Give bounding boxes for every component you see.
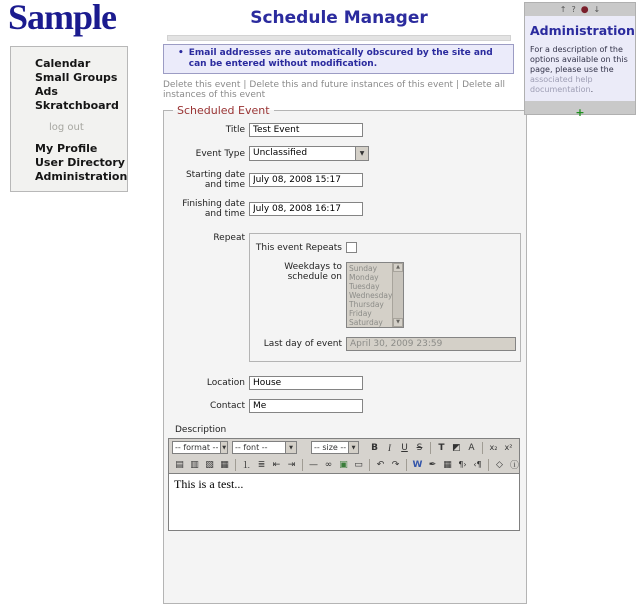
finish-row	[167, 199, 523, 219]
highlight-color-button[interactable]: ◩	[452, 442, 461, 453]
format-select-value: -- format --	[175, 443, 219, 452]
module-description-period: .	[590, 85, 594, 94]
notice-box	[163, 44, 514, 74]
close-icon[interactable]: ●	[580, 4, 589, 15]
indent-button[interactable]: ⇥	[287, 459, 296, 470]
delete-all-instances-link[interactable]: Delete all instances of this event	[163, 80, 506, 100]
toolbar-separator	[488, 459, 489, 471]
weekday-option[interactable]: Tuesday	[349, 282, 380, 291]
description-label: Description	[175, 425, 227, 435]
module-footer-bar	[525, 101, 635, 119]
weekday-option[interactable]: Sunday	[349, 264, 378, 273]
delete-event-link[interactable]: Delete this event	[163, 80, 241, 90]
title-row	[167, 123, 523, 137]
weekdays-label: Weekdays to schedule on	[284, 262, 342, 282]
size-select-value: -- size --	[314, 443, 347, 452]
strikethrough-button[interactable]: S	[416, 442, 423, 453]
last-day-input	[346, 337, 516, 351]
text-direction-ltr-button[interactable]: ¶›	[458, 460, 467, 469]
main-content	[160, 0, 518, 604]
sidebar-item-user-directory[interactable]: User Directory	[35, 156, 125, 169]
weekday-option[interactable]: Thursday	[349, 300, 384, 309]
repeat-row	[167, 233, 523, 362]
scheduled-event-fieldset	[163, 104, 527, 604]
sidebar-nav	[10, 46, 128, 192]
ordered-list-button[interactable]: ⒈	[241, 461, 251, 471]
insert-form-field-button[interactable]: ▭	[354, 459, 363, 470]
title-label: Title	[225, 125, 245, 135]
weekday-option[interactable]: Wednesday	[349, 291, 393, 300]
sidebar-item-skratchboard[interactable]: Skratchboard	[35, 99, 119, 112]
repeats-checkbox-row	[250, 242, 516, 253]
repeats-label: This event Repeats	[255, 242, 342, 253]
link-separator: |	[243, 80, 247, 90]
add-icon[interactable]: +	[575, 106, 585, 119]
logout-link[interactable]: log out	[49, 122, 84, 133]
toolbar-buttons-row1	[367, 441, 516, 455]
align-right-button[interactable]: ▧	[205, 459, 214, 470]
start-label: Starting date and time	[185, 170, 245, 190]
view-source-button[interactable]: ◇	[496, 459, 503, 470]
insert-table-button[interactable]: ▦	[443, 459, 452, 470]
last-day-label: Last day of event	[263, 339, 342, 349]
site-logo: Sample	[8, 0, 117, 37]
unordered-list-button[interactable]: ≣	[257, 459, 266, 470]
last-day-row	[250, 337, 516, 351]
toolbar-separator	[235, 459, 236, 471]
weekday-option[interactable]: Saturday	[349, 318, 383, 327]
sidebar-item-calendar[interactable]: Calendar	[35, 57, 91, 70]
weekdays-options	[347, 263, 391, 327]
horizontal-rule-button[interactable]: —	[309, 459, 318, 470]
location-input[interactable]	[249, 376, 363, 390]
outdent-button[interactable]: ⇤	[272, 459, 281, 470]
chevron-down-icon[interactable]: ▼	[355, 147, 368, 160]
subscript-button[interactable]: x₂	[489, 443, 498, 452]
module-body	[525, 16, 635, 101]
repeats-checkbox[interactable]	[346, 242, 357, 253]
paste-from-word-button[interactable]: W	[412, 459, 423, 470]
remove-format-button[interactable]: ✒	[428, 459, 437, 470]
undo-button[interactable]: ↶	[376, 459, 385, 470]
redo-button[interactable]: ↷	[391, 459, 400, 470]
start-datetime-input[interactable]	[249, 173, 363, 187]
toolbar-buttons-row2	[172, 458, 522, 472]
bullet-icon: •	[178, 48, 184, 58]
chevron-down-icon[interactable]: ▼	[348, 442, 358, 453]
contact-label: Contact	[209, 401, 245, 411]
location-label: Location	[206, 378, 245, 388]
listbox-scrollbar[interactable]	[392, 263, 403, 327]
chevron-down-icon[interactable]: ▼	[285, 442, 296, 453]
module-header-bar	[525, 3, 635, 16]
title-input[interactable]	[249, 123, 363, 137]
toolbar-separator	[302, 459, 303, 471]
align-center-button[interactable]: ▥	[190, 459, 199, 470]
font-select-value: -- font --	[235, 443, 268, 452]
weekdays-row	[250, 262, 516, 328]
toolbar-separator	[406, 459, 407, 471]
delete-future-instances-link[interactable]: Delete this and future instances of this event	[249, 80, 454, 90]
toolbar-separator	[369, 459, 370, 471]
editor-toolbar-row-1	[169, 439, 519, 456]
font-color-button[interactable]: A	[468, 442, 475, 453]
sidebar-item-ads[interactable]: Ads	[35, 85, 58, 98]
finish-label: Finishing date and time	[182, 199, 245, 219]
module-description-text: For a description of the options available on this page, please use the	[530, 45, 628, 74]
sidebar-item-my-profile[interactable]: My Profile	[35, 142, 98, 155]
event-type-label: Event Type	[195, 148, 245, 159]
header-divider-bar	[167, 35, 511, 41]
text-direction-rtl-button[interactable]: ‹¶	[473, 460, 482, 469]
event-action-links	[163, 80, 518, 100]
text-color-button[interactable]: T	[438, 442, 445, 453]
finish-datetime-input[interactable]	[249, 202, 363, 216]
chevron-down-icon[interactable]: ▼	[220, 442, 227, 453]
size-select[interactable]	[311, 441, 359, 454]
repeat-fieldset	[249, 233, 521, 362]
sidebar-item-administration[interactable]: Administration	[35, 170, 128, 183]
description-editor-content[interactable]: This is a test...	[169, 473, 519, 530]
editor-toolbar-row-2	[169, 456, 519, 473]
module-title: Administration	[530, 23, 635, 38]
page-title: Schedule Manager	[250, 8, 428, 28]
help-icon[interactable]: ?	[571, 4, 576, 14]
weekday-option[interactable]: Friday	[349, 309, 372, 318]
format-select[interactable]	[172, 441, 228, 454]
move-up-icon[interactable]: ↑	[559, 4, 567, 14]
module-description	[530, 45, 630, 95]
insert-link-button[interactable]: ∞	[324, 459, 333, 470]
underline-button[interactable]: U	[401, 442, 408, 453]
start-row	[167, 170, 523, 190]
administration-module	[524, 2, 636, 119]
toolbar-separator	[482, 442, 483, 454]
contact-row	[167, 399, 523, 413]
contact-input[interactable]	[249, 399, 363, 413]
align-left-button[interactable]: ▤	[175, 459, 184, 470]
toolbar-separator	[430, 442, 431, 454]
notice-text: Email addresses are automatically obscured by the site and can be entered without modification.	[188, 48, 493, 69]
weekdays-listbox[interactable]	[346, 262, 404, 328]
event-type-select[interactable]	[249, 146, 369, 161]
sidebar-item-small-groups[interactable]: Small Groups	[35, 71, 118, 84]
bold-button[interactable]: B	[371, 442, 378, 453]
fieldset-legend: Scheduled Event	[177, 104, 270, 117]
insert-image-button[interactable]: ▣	[339, 459, 348, 470]
event-type-row	[167, 146, 523, 161]
location-row	[167, 376, 523, 390]
italic-button[interactable]: I	[388, 442, 391, 453]
help-documentation-link[interactable]: associated help documentation	[530, 75, 593, 94]
about-button[interactable]: ⓘ	[509, 461, 519, 471]
superscript-button[interactable]: x²	[504, 443, 513, 452]
event-type-value: Unclassified	[253, 148, 308, 158]
weekday-option[interactable]: Monday	[349, 273, 379, 282]
rich-text-editor	[168, 438, 520, 531]
font-select[interactable]	[232, 441, 297, 454]
scroll-down-icon[interactable]: ▼	[393, 318, 403, 327]
justify-button[interactable]: ▦	[220, 459, 229, 470]
repeat-label: Repeat	[213, 233, 245, 243]
scroll-up-icon[interactable]: ▲	[393, 263, 403, 272]
move-down-icon[interactable]: ↓	[593, 4, 601, 14]
link-separator: |	[456, 80, 460, 90]
